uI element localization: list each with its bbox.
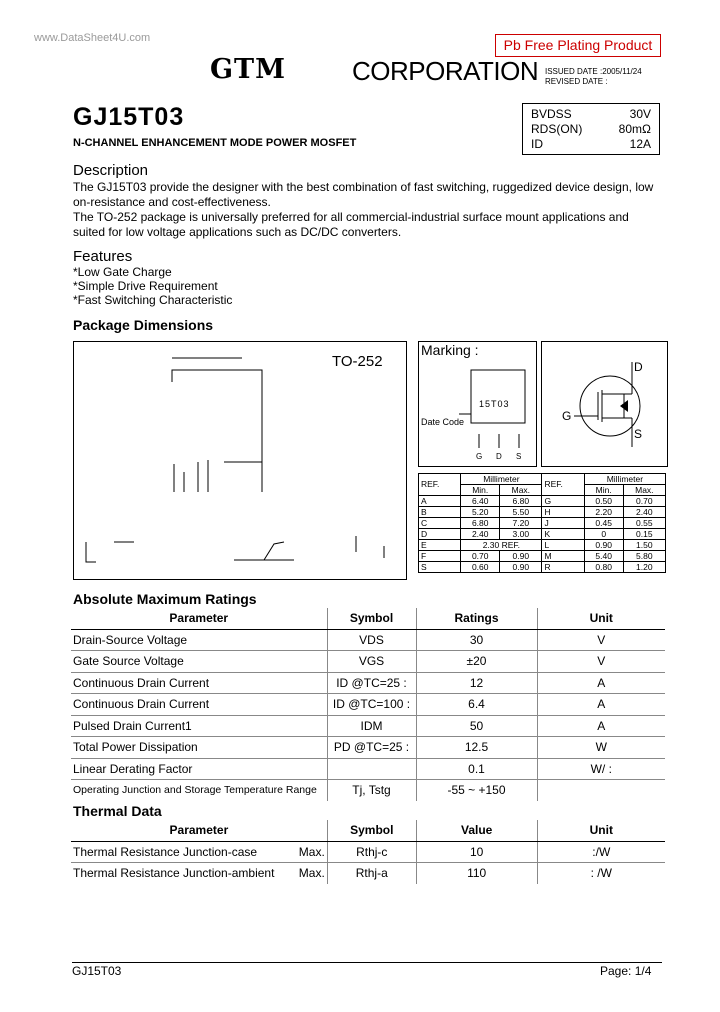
value-cell: 10 xyxy=(416,841,537,863)
symbol-cell: Rthj-c xyxy=(327,841,416,863)
dim-cell: H xyxy=(542,507,584,518)
unit-cell: W xyxy=(537,737,665,759)
feature-item: *Simple Drive Requirement xyxy=(73,279,218,293)
dim-cell: 0.90 xyxy=(500,551,542,562)
spec-param: ID xyxy=(531,137,543,151)
mosfet-symbol-svg xyxy=(542,342,667,466)
package-heading: Package Dimensions xyxy=(73,317,214,333)
rating-cell: 30 xyxy=(416,629,537,651)
marking-svg xyxy=(419,342,536,466)
param-cell: Thermal Resistance Junction-ambient xyxy=(71,863,297,884)
header-cell: Unit xyxy=(537,608,665,629)
dim-group-header: Millimeter xyxy=(461,474,542,485)
header-cell: Parameter xyxy=(71,608,327,629)
dim-cell: 1.50 xyxy=(623,540,665,551)
header-cell: Symbol xyxy=(327,608,416,629)
unit-cell: A xyxy=(537,715,665,737)
pin-label: S xyxy=(516,452,522,461)
dim-max-header: Max. xyxy=(500,485,542,496)
date-code-label: Date Code xyxy=(421,417,465,427)
header-cell: Symbol xyxy=(327,820,416,841)
table-row xyxy=(71,758,665,780)
description-heading: Description xyxy=(73,162,149,179)
max-cell: Max. xyxy=(297,841,328,863)
dim-cell: J xyxy=(542,518,584,529)
dim-cell: 0.90 xyxy=(500,562,542,573)
unit-cell: V xyxy=(537,629,665,651)
company-logo: GTM xyxy=(210,54,287,85)
dim-row xyxy=(419,518,666,529)
mosfet-symbol-drawing xyxy=(541,341,668,467)
table-row xyxy=(71,780,665,801)
symbol-cell: VGS xyxy=(327,651,416,673)
dim-row xyxy=(419,540,666,551)
symbol-cell: Tj, Tstg xyxy=(327,780,416,801)
features-heading: Features xyxy=(73,248,133,265)
unit-cell: A xyxy=(537,672,665,694)
dim-ref-header: REF. xyxy=(419,474,461,496)
param-cell: Operating Junction and Storage Temperature Range xyxy=(71,780,327,801)
dim-cell: R xyxy=(542,562,584,573)
dim-min-header: Min. xyxy=(461,485,500,496)
symbol-cell xyxy=(327,758,416,780)
dim-cell: 2.40 xyxy=(623,507,665,518)
features-list xyxy=(73,265,232,307)
dim-row xyxy=(419,507,666,518)
spec-param: RDS(ON) xyxy=(531,122,583,136)
table-row xyxy=(71,651,665,673)
param-cell: Thermal Resistance Junction-case xyxy=(71,841,297,863)
description-line: suited for low voltage applications such as DC/DC converters. xyxy=(73,225,402,239)
dim-cell: F xyxy=(419,551,461,562)
dim-cell: 5.20 xyxy=(461,507,500,518)
rating-cell: 50 xyxy=(416,715,537,737)
dim-cell: 0.80 xyxy=(584,562,623,573)
source-pin-label: S xyxy=(634,427,643,441)
max-cell: Max. xyxy=(297,863,328,884)
symbol-cell: ID @TC=25 : xyxy=(327,672,416,694)
pin-label: G xyxy=(476,452,483,461)
dim-cell: B xyxy=(419,507,461,518)
unit-cell: A xyxy=(537,694,665,716)
dim-ref-header: REF. xyxy=(542,474,584,496)
header-cell: Unit xyxy=(537,820,665,841)
dim-cell: D xyxy=(419,529,461,540)
corporation-label: CORPORATION xyxy=(352,56,539,86)
marking-drawing xyxy=(418,341,537,467)
dim-max-header: Max. xyxy=(623,485,665,496)
dim-group-header: Millimeter xyxy=(584,474,665,485)
dim-cell: 0.70 xyxy=(461,551,500,562)
description-line: The GJ15T03 provide the designer with the best combination of fast switching, ruggedized device design, low xyxy=(73,180,654,194)
dim-header-row xyxy=(419,474,666,485)
abs-max-header-row xyxy=(71,608,665,629)
revised-date: REVISED DATE : xyxy=(545,77,608,86)
unit-cell: W/ : xyxy=(537,758,665,780)
thermal-table xyxy=(71,820,665,884)
rating-cell: -55 ~ +150 xyxy=(416,780,537,801)
drain-pin-label: D xyxy=(634,360,643,374)
footer-page: Page: 1/4 xyxy=(600,964,652,978)
description-line: The TO-252 package is universally preferred for all commercial-industrial surface mount applications and xyxy=(73,210,629,224)
unit-cell: :/W xyxy=(537,841,665,863)
table-row xyxy=(71,863,665,884)
footer-part: GJ15T03 xyxy=(72,964,122,978)
unit-cell xyxy=(537,780,665,801)
dim-cell: 0.15 xyxy=(623,529,665,540)
dim-cell: 0.60 xyxy=(461,562,500,573)
rating-cell: 6.4 xyxy=(416,694,537,716)
dim-cell: M xyxy=(542,551,584,562)
issue-dates xyxy=(545,67,642,87)
table-row xyxy=(71,629,665,651)
marking-label: Marking : xyxy=(421,342,479,358)
dim-cell: 2.40 xyxy=(461,529,500,540)
header-cell: Value xyxy=(416,820,537,841)
param-cell: Total Power Dissipation xyxy=(71,737,327,759)
spec-param: BVDSS xyxy=(531,107,572,121)
param-cell: Continuous Drain Current xyxy=(71,672,327,694)
dim-cell: 3.00 xyxy=(500,529,542,540)
rating-cell: 12 xyxy=(416,672,537,694)
table-row xyxy=(71,737,665,759)
spec-row xyxy=(531,122,651,137)
dim-cell: C xyxy=(419,518,461,529)
rating-cell: ±20 xyxy=(416,651,537,673)
description-text xyxy=(73,180,673,240)
unit-cell: V xyxy=(537,651,665,673)
param-cell: Continuous Drain Current xyxy=(71,694,327,716)
dim-cell: 6.40 xyxy=(461,496,500,507)
dim-cell: 2.20 xyxy=(584,507,623,518)
dim-row xyxy=(419,496,666,507)
dim-cell: G xyxy=(542,496,584,507)
dim-row xyxy=(419,551,666,562)
dim-row xyxy=(419,562,666,573)
dim-cell: S xyxy=(419,562,461,573)
symbol-cell: Rthj-a xyxy=(327,863,416,884)
param-cell: Pulsed Drain Current1 xyxy=(71,715,327,737)
table-row xyxy=(71,841,665,863)
watermark: www.DataSheet4U.com xyxy=(34,32,151,44)
key-specs-box xyxy=(522,103,660,155)
dim-cell: E xyxy=(419,540,461,551)
issued-date: ISSUED DATE :2005/11/24 xyxy=(545,67,642,76)
dim-cell: 6.80 xyxy=(500,496,542,507)
spec-row xyxy=(531,137,651,152)
symbol-cell: IDM xyxy=(327,715,416,737)
header-cell: Parameter xyxy=(71,820,327,841)
spec-value: 80mΩ xyxy=(618,122,651,136)
dim-cell: 5.50 xyxy=(500,507,542,518)
thermal-heading: Thermal Data xyxy=(73,803,162,819)
feature-item: *Low Gate Charge xyxy=(73,265,172,279)
rating-cell: 0.1 xyxy=(416,758,537,780)
package-outline-svg xyxy=(74,342,406,579)
dim-cell: 2.30 REF. xyxy=(461,540,542,551)
table-row xyxy=(71,672,665,694)
package-type-label: TO-252 xyxy=(332,353,383,370)
param-cell: Gate Source Voltage xyxy=(71,651,327,673)
spec-value: 30V xyxy=(629,107,651,121)
pin-label: D xyxy=(496,452,502,461)
dim-cell: 0.70 xyxy=(623,496,665,507)
pb-free-badge: Pb Free Plating Product xyxy=(495,34,661,57)
symbol-cell: ID @TC=100 : xyxy=(327,694,416,716)
marking-code: 15T03 xyxy=(479,399,510,409)
spec-row xyxy=(531,107,651,122)
dim-cell: 0.55 xyxy=(623,518,665,529)
unit-cell: : /W xyxy=(537,863,665,884)
part-number: GJ15T03 xyxy=(73,103,185,131)
param-cell: Linear Derating Factor xyxy=(71,758,327,780)
dim-cell: 1.20 xyxy=(623,562,665,573)
description-line: on-resistance and cost-effectiveness. xyxy=(73,195,271,209)
spec-value: 12A xyxy=(629,137,651,151)
symbol-cell: VDS xyxy=(327,629,416,651)
dim-cell: 6.80 xyxy=(461,518,500,529)
dim-cell: 0.90 xyxy=(584,540,623,551)
value-cell: 110 xyxy=(416,863,537,884)
dimensions-table xyxy=(418,473,666,573)
rating-cell: 12.5 xyxy=(416,737,537,759)
gate-pin-label: G xyxy=(562,409,572,423)
feature-item: *Fast Switching Characteristic xyxy=(73,293,233,307)
symbol-cell: PD @TC=25 : xyxy=(327,737,416,759)
thermal-header-row xyxy=(71,820,665,841)
param-cell: Drain-Source Voltage xyxy=(71,629,327,651)
header-cell: Ratings xyxy=(416,608,537,629)
abs-max-table xyxy=(71,608,665,801)
dim-cell: 0.50 xyxy=(584,496,623,507)
dim-cell: A xyxy=(419,496,461,507)
dim-cell: K xyxy=(542,529,584,540)
dim-cell: L xyxy=(542,540,584,551)
part-subtitle: N-CHANNEL ENHANCEMENT MODE POWER MOSFET xyxy=(73,137,357,149)
abs-max-heading: Absolute Maximum Ratings xyxy=(73,591,257,607)
dim-cell: 7.20 xyxy=(500,518,542,529)
dim-row xyxy=(419,529,666,540)
table-row xyxy=(71,715,665,737)
dim-min-header: Min. xyxy=(584,485,623,496)
package-outline-drawing xyxy=(73,341,407,580)
footer-divider xyxy=(72,962,662,963)
dim-cell: 5.80 xyxy=(623,551,665,562)
dim-cell: 0.45 xyxy=(584,518,623,529)
table-row xyxy=(71,694,665,716)
dim-cell: 5.40 xyxy=(584,551,623,562)
dim-cell: 0 xyxy=(584,529,623,540)
